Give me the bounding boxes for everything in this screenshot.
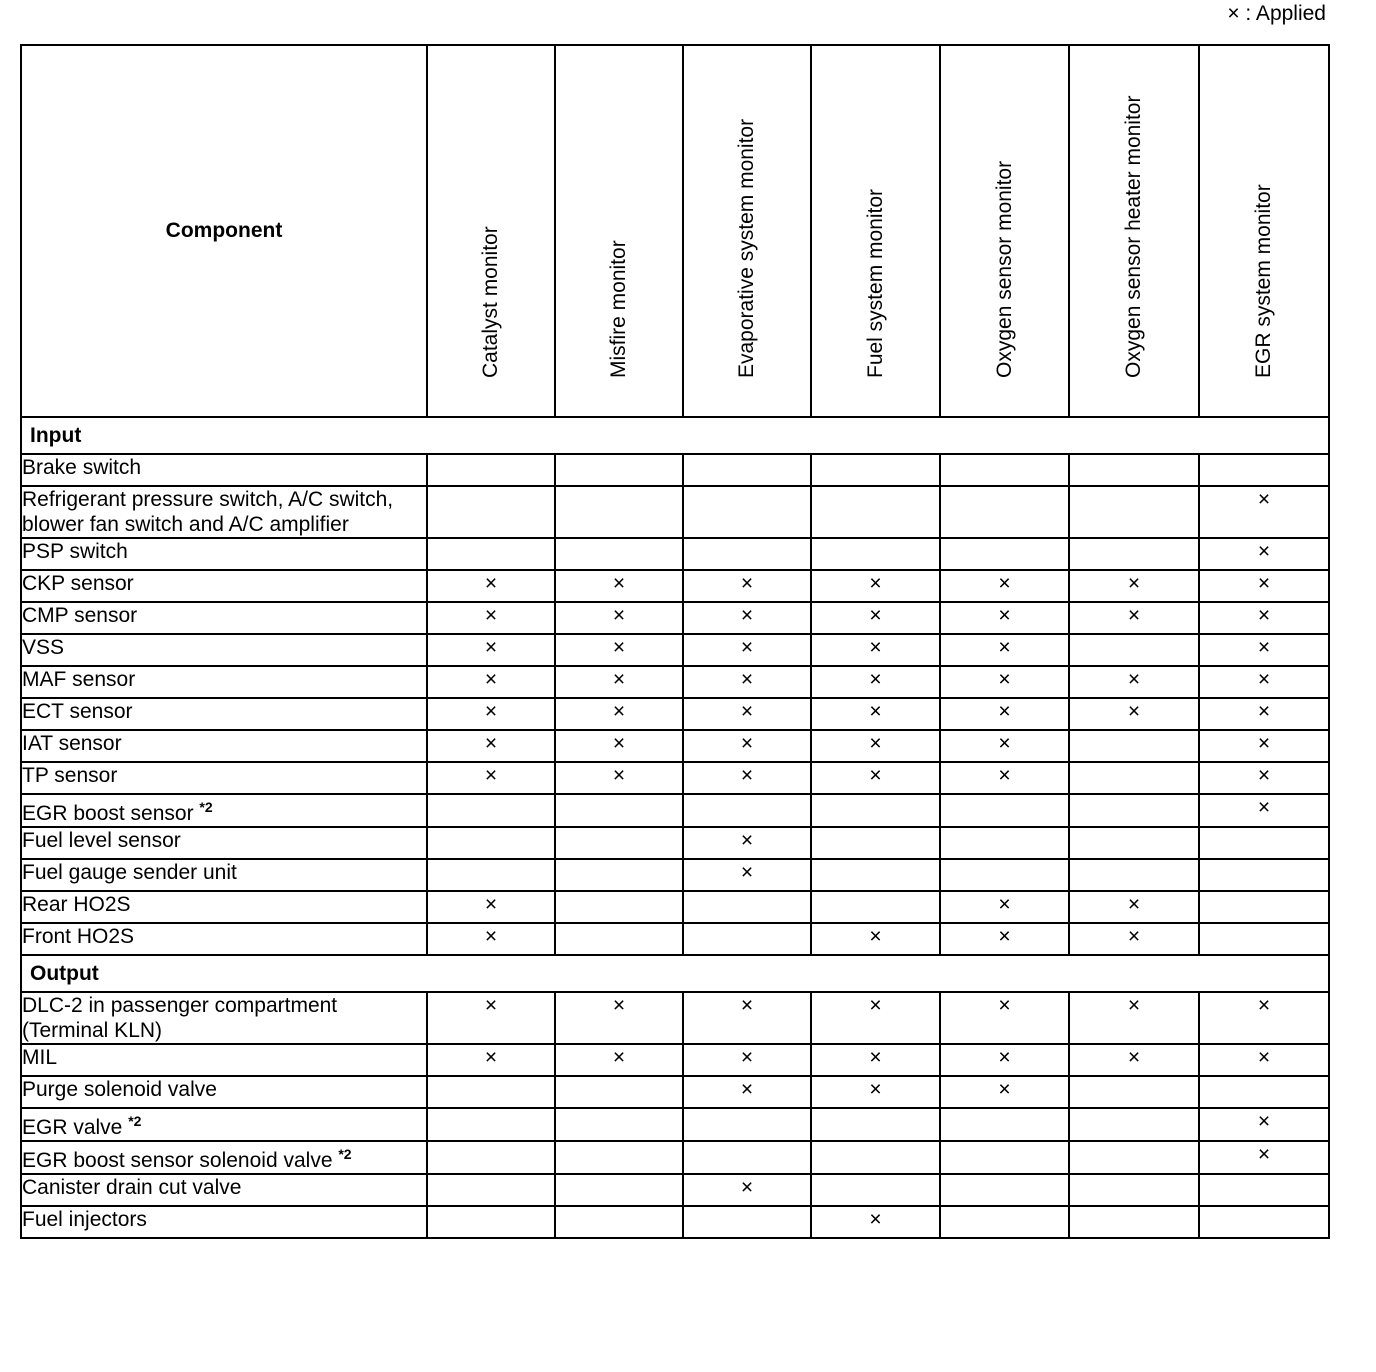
column-header [427,45,555,417]
applied-mark: × [940,666,1069,698]
column-header [940,45,1069,417]
applied-mark: × [811,1044,940,1076]
applied-mark: × [1199,1141,1329,1174]
empty-cell [683,486,811,538]
empty-cell [683,1108,811,1141]
table-row [21,859,1329,891]
section-title: Output [21,955,1329,992]
applied-mark: × [811,634,940,666]
applied-mark: × [940,1044,1069,1076]
empty-cell [427,454,555,486]
table-body [21,417,1329,1238]
applied-mark: × [427,666,555,698]
empty-cell [1199,827,1329,859]
empty-cell [940,794,1069,827]
applied-mark: × [940,698,1069,730]
applied-mark: × [1069,1044,1199,1076]
empty-cell [1069,1108,1199,1141]
component-name: EGR boost sensor [22,802,200,825]
applied-mark: × [427,570,555,602]
component-cell [21,698,427,730]
table-row [21,923,1329,955]
empty-cell [811,486,940,538]
applied-mark: × [1199,1044,1329,1076]
applied-mark: × [940,602,1069,634]
column-header-label: EGR system monitor [1252,184,1275,378]
empty-cell [811,794,940,827]
applied-mark: × [940,923,1069,955]
component-cell [21,859,427,891]
table-row [21,602,1329,634]
empty-cell [1069,538,1199,570]
monitor-component-table [20,44,1330,1239]
table-row [21,1141,1329,1174]
applied-mark: × [683,570,811,602]
empty-cell [1069,1076,1199,1108]
column-header [1069,45,1199,417]
footnote-marker: *2 [338,1146,352,1162]
empty-cell [940,1206,1069,1238]
component-cell [21,1206,427,1238]
empty-cell [555,538,683,570]
component-name: VSS [22,636,65,659]
applied-mark: × [683,602,811,634]
applied-mark: × [683,859,811,891]
applied-mark: × [555,602,683,634]
applied-mark: × [940,1076,1069,1108]
table-row [21,538,1329,570]
applied-mark: × [427,634,555,666]
applied-mark: × [1069,923,1199,955]
empty-cell [683,454,811,486]
column-header [683,45,811,417]
empty-cell [683,538,811,570]
applied-mark: × [683,1174,811,1206]
applied-mark: × [811,730,940,762]
empty-cell [1069,634,1199,666]
empty-cell [940,859,1069,891]
component-name: CKP sensor [22,572,134,595]
empty-cell [1069,827,1199,859]
applied-mark: × [555,634,683,666]
empty-cell [683,1206,811,1238]
component-name: EGR valve [22,1116,129,1139]
component-cell [21,891,427,923]
empty-cell [427,1076,555,1108]
empty-cell [1069,859,1199,891]
footnote-marker: *2 [199,799,213,815]
applied-mark: × [555,1044,683,1076]
applied-mark: × [811,698,940,730]
applied-mark: × [1199,794,1329,827]
footnote-marker: *2 [128,1113,142,1129]
empty-cell [940,827,1069,859]
table-row [21,486,1329,538]
component-name: MIL [22,1046,58,1069]
applied-mark: × [683,1076,811,1108]
applied-mark: × [683,634,811,666]
applied-mark: × [1199,570,1329,602]
empty-cell [555,486,683,538]
applied-mark: × [683,992,811,1044]
component-name: Fuel level sensor [22,829,181,852]
table-row [21,827,1329,859]
applied-mark: × [811,570,940,602]
empty-cell [1199,1076,1329,1108]
empty-cell [811,538,940,570]
applied-mark: × [811,1206,940,1238]
empty-cell [427,1141,555,1174]
component-name: Canister drain cut valve [22,1176,242,1199]
empty-cell [683,923,811,955]
component-name: TP sensor [22,764,118,787]
empty-cell [427,859,555,891]
table-row [21,1174,1329,1206]
empty-cell [1069,1174,1199,1206]
applied-mark: × [940,891,1069,923]
applied-mark: × [683,1044,811,1076]
empty-cell [555,1174,683,1206]
applied-mark: × [427,992,555,1044]
column-header-label: Evaporative system monitor [735,118,758,378]
table-row [21,1206,1329,1238]
empty-cell [1069,1141,1199,1174]
empty-cell [811,1108,940,1141]
applied-mark: × [1199,762,1329,794]
component-cell [21,1108,427,1141]
applied-mark: × [1199,634,1329,666]
component-name: DLC-2 in passenger compartment (Terminal KLN) [22,994,338,1042]
applied-mark: × [555,730,683,762]
applied-mark: × [683,666,811,698]
table-row [21,1044,1329,1076]
empty-cell [427,827,555,859]
component-cell [21,762,427,794]
empty-cell [1199,1206,1329,1238]
empty-cell [1199,891,1329,923]
applied-mark: × [555,992,683,1044]
applied-mark: × [1069,891,1199,923]
empty-cell [940,486,1069,538]
empty-cell [811,827,940,859]
empty-cell [1069,1206,1199,1238]
empty-cell [811,454,940,486]
applied-mark: × [940,730,1069,762]
empty-cell [1069,794,1199,827]
applied-mark: × [811,1076,940,1108]
empty-cell [683,891,811,923]
empty-cell [940,454,1069,486]
component-cell [21,923,427,955]
empty-cell [940,1108,1069,1141]
table-row [21,570,1329,602]
empty-cell [427,1108,555,1141]
applied-mark: × [427,923,555,955]
component-name: Brake switch [22,456,142,479]
empty-cell [1069,486,1199,538]
component-cell [21,602,427,634]
applied-mark: × [427,1044,555,1076]
component-cell [21,992,427,1044]
applied-mark: × [811,762,940,794]
empty-cell [555,923,683,955]
empty-cell [555,1076,683,1108]
applied-mark: × [811,923,940,955]
applied-mark: × [811,666,940,698]
table-row [21,992,1329,1044]
section-row [21,955,1329,992]
empty-cell [1199,923,1329,955]
applied-mark: × [1199,730,1329,762]
component-cell [21,570,427,602]
component-name: Fuel injectors [22,1208,147,1231]
empty-cell [555,827,683,859]
applied-mark: × [683,762,811,794]
applied-mark: × [1069,666,1199,698]
applied-mark: × [1199,1108,1329,1141]
component-name: IAT sensor [22,732,122,755]
component-cell [21,794,427,827]
applied-mark: × [555,570,683,602]
column-header-label: Oxygen sensor heater monitor [1122,95,1145,378]
component-name: ECT sensor [22,700,133,723]
table-row [21,891,1329,923]
empty-cell [940,1174,1069,1206]
component-cell [21,666,427,698]
column-header [811,45,940,417]
column-header-label: Catalyst monitor [479,226,502,378]
applied-mark: × [1069,602,1199,634]
legend: × : Applied [1227,2,1326,25]
applied-mark: × [427,730,555,762]
header-row [21,45,1329,417]
table-row [21,454,1329,486]
component-cell [21,486,427,538]
applied-mark: × [940,570,1069,602]
applied-mark: × [1199,538,1329,570]
applied-mark: × [940,762,1069,794]
component-name: PSP switch [22,540,128,563]
component-cell [21,730,427,762]
empty-cell [427,1174,555,1206]
empty-cell [811,891,940,923]
component-cell [21,538,427,570]
applied-mark: × [1069,992,1199,1044]
applied-mark: × [683,827,811,859]
component-name: Purge solenoid valve [22,1078,217,1101]
empty-cell [1069,762,1199,794]
column-header-label: Misfire monitor [607,240,630,378]
applied-mark: × [811,992,940,1044]
table-row [21,666,1329,698]
component-cell [21,1044,427,1076]
table-row [21,1108,1329,1141]
component-name: CMP sensor [22,604,138,627]
component-name: MAF sensor [22,668,136,691]
table-row [21,634,1329,666]
empty-cell [427,1206,555,1238]
applied-mark: × [940,992,1069,1044]
applied-mark: × [555,666,683,698]
column-header [1199,45,1329,417]
empty-cell [1199,859,1329,891]
component-cell [21,1076,427,1108]
applied-mark: × [427,602,555,634]
empty-cell [811,1141,940,1174]
column-header [555,45,683,417]
empty-cell [940,1141,1069,1174]
empty-cell [1199,1174,1329,1206]
component-cell [21,634,427,666]
table-row [21,698,1329,730]
component-cell [21,1141,427,1174]
applied-mark: × [1199,992,1329,1044]
column-header-label: Oxygen sensor monitor [992,160,1016,378]
applied-mark: × [1199,486,1329,538]
section-title: Input [21,417,1329,454]
column-header-label: Fuel system monitor [863,188,887,378]
applied-mark: × [940,634,1069,666]
applied-mark: × [427,891,555,923]
empty-cell [427,538,555,570]
component-name: EGR boost sensor solenoid valve [22,1149,339,1172]
component-cell [21,827,427,859]
component-cell [21,1174,427,1206]
table-row [21,794,1329,827]
empty-cell [555,794,683,827]
table-row [21,762,1329,794]
empty-cell [555,891,683,923]
empty-cell [427,794,555,827]
table-row [21,730,1329,762]
empty-cell [427,486,555,538]
empty-cell [811,1174,940,1206]
applied-mark: × [555,698,683,730]
applied-mark: × [1069,698,1199,730]
empty-cell [555,1206,683,1238]
applied-mark: × [427,762,555,794]
applied-mark: × [1199,666,1329,698]
applied-mark: × [427,698,555,730]
empty-cell [555,1141,683,1174]
component-name: Rear HO2S [22,893,131,916]
table-row [21,1076,1329,1108]
empty-cell [555,859,683,891]
component-name: Front HO2S [22,925,135,948]
empty-cell [683,794,811,827]
applied-mark: × [683,698,811,730]
empty-cell [1199,454,1329,486]
applied-mark: × [1069,570,1199,602]
section-row [21,417,1329,454]
empty-cell [940,538,1069,570]
applied-mark: × [555,762,683,794]
component-name: Fuel gauge sender unit [22,861,237,884]
empty-cell [555,1108,683,1141]
empty-cell [1069,454,1199,486]
empty-cell [1069,730,1199,762]
component-cell [21,454,427,486]
component-header: Component [21,45,427,417]
applied-mark: × [683,730,811,762]
empty-cell [555,454,683,486]
component-name: Refrigerant pressure switch, A/C switch, blower fan switch and A/C amplifier [22,488,394,536]
applied-mark: × [1199,698,1329,730]
applied-mark: × [1199,602,1329,634]
empty-cell [683,1141,811,1174]
applied-mark: × [811,602,940,634]
empty-cell [811,859,940,891]
